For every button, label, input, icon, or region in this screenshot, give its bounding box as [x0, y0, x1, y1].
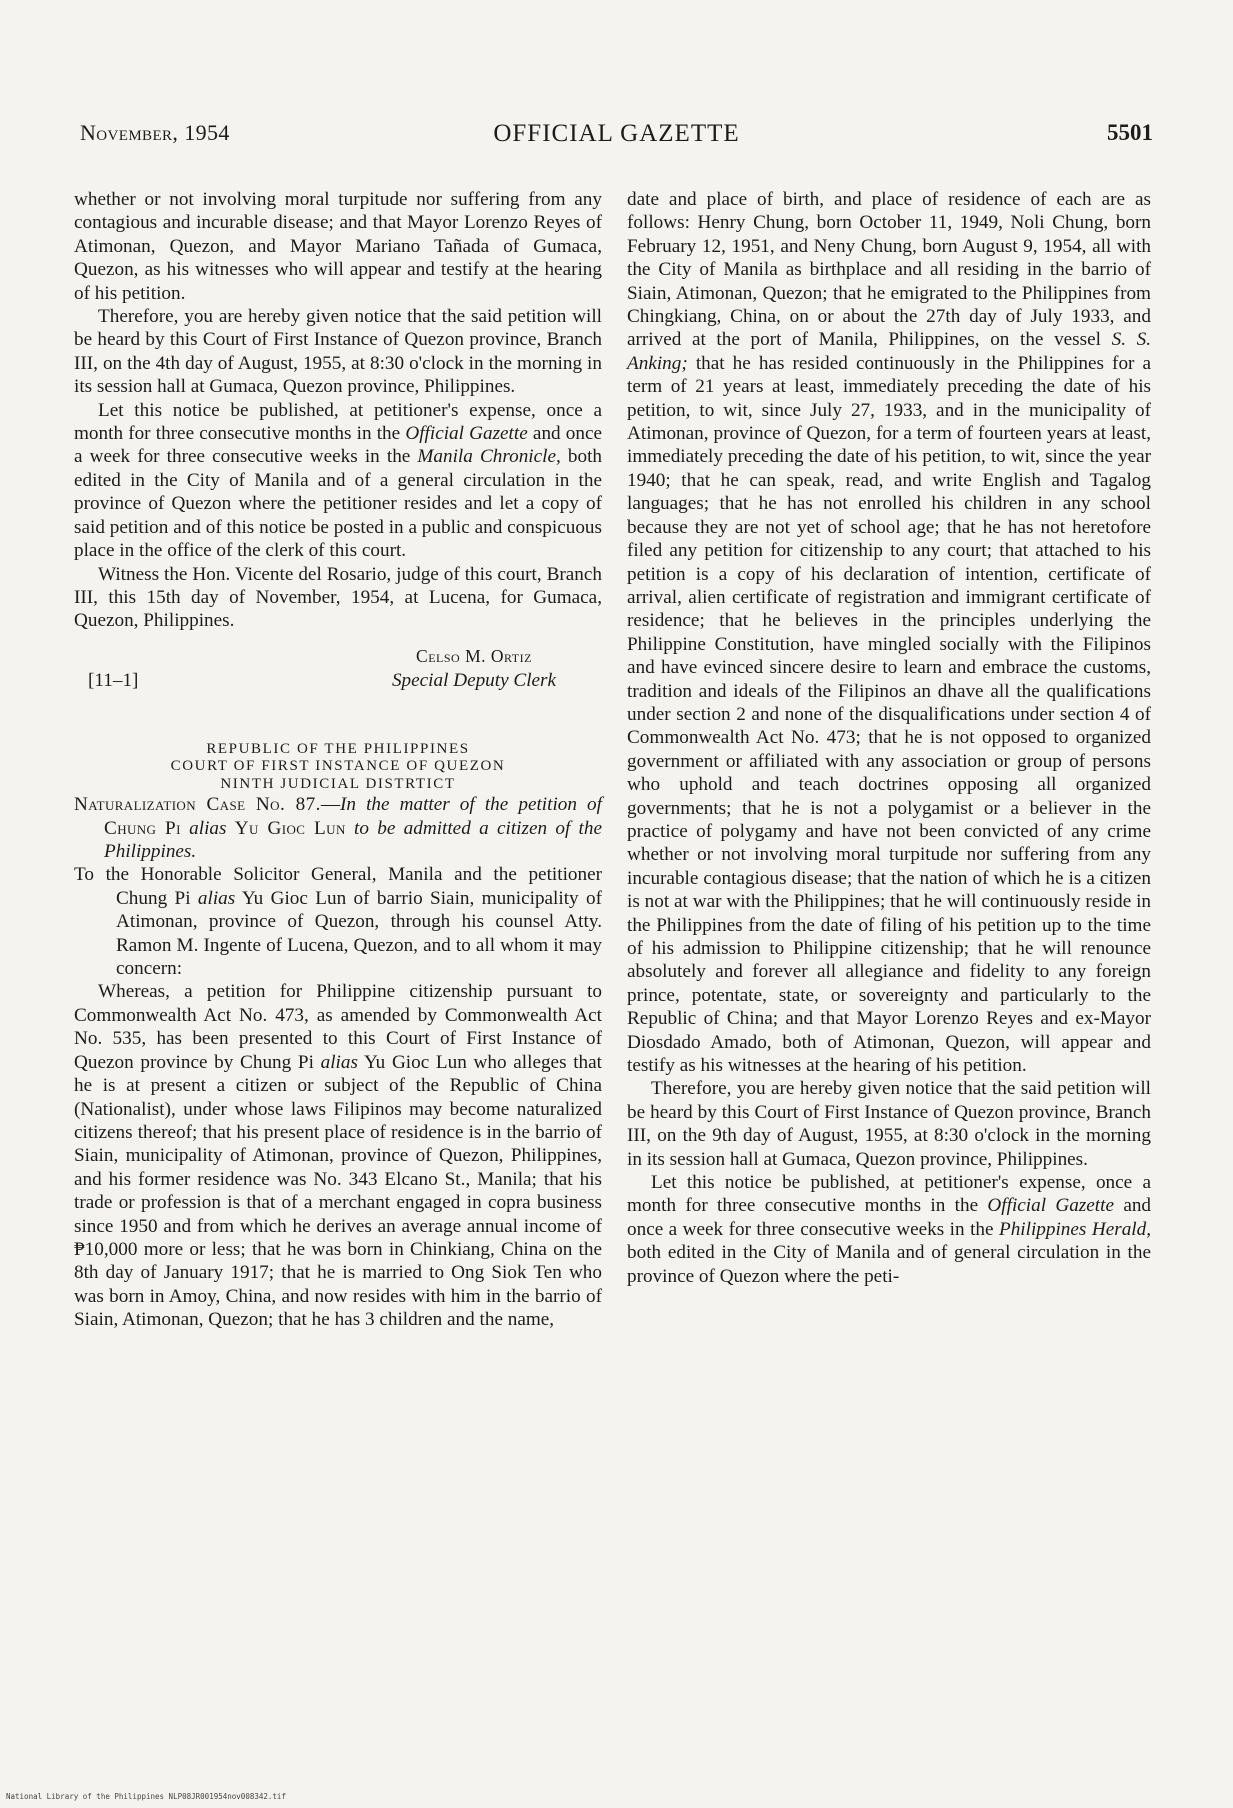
whereas-paragraph: [74, 980, 602, 1331]
petitioner-name: Chung Pi: [104, 817, 181, 839]
issue-date: November, 1954: [80, 120, 230, 145]
text: both edited in the City of Manila and of a general circulation in the province of Quezon where the petitioner resides and let a copy of said petition and of this notice be posted in a public and conspicuous place in the office of the clerk of this court.: [74, 446, 603, 562]
vessel-name: S. S. Anking;: [627, 329, 1152, 374]
dash: —: [320, 794, 341, 816]
signature-block: [74, 645, 602, 699]
newspaper-name: Manila Chronicle,: [417, 446, 561, 468]
text: date and place of birth, and place of residence of each are as follows: Henry Chung, born October 11, 1949, Noli Chung, born February 12, 1951, and Neny Chung, born August 9, 1954, all with the City of Manila as birthplace and all residing in the barrio of Siain, Atimonan, Quezon; that he emigrated to the Philippines from Chingkiang, China, on or about the 27th day of July 1933, and arrived at the port of Manila, Philippines, on the vessel: [627, 189, 1151, 351]
case-label: Naturalization Case No. 87.: [74, 794, 321, 816]
address-paragraph: [74, 863, 602, 980]
court-heading-line: REPUBLIC OF THE PHILIPPINES: [206, 740, 470, 757]
paragraph-hearing-notice: Therefore, you are hereby given notice that the said petition will be heard by this Court of First Instance of Quezon province, Branch III, on the 4th day of August, 1955, at 8:30 o'clock in the morning in its session hall at Gumaca, Quezon province, Philippines.: [74, 306, 602, 398]
case-title: [74, 793, 602, 863]
signatory-name: Celso M. Ortiz: [416, 645, 532, 666]
text: both edited in the City of Manila and of general circulation in the province of Quezon where the peti-: [627, 1242, 1151, 1287]
text: To the Honorable Solicitor General, Manila and the petitioner Chung Pi: [74, 864, 602, 909]
text: alias: [189, 817, 227, 839]
text: In the matter of the petition of: [340, 794, 602, 816]
paragraph-allegations: [627, 188, 1151, 1077]
text: Let this notice be published, at petitioner's expense, once a month for three consecutive months in the: [627, 1172, 1151, 1217]
text: Yu Gioc Lun who alleges that he is at present a citizen or subject of the Republic of China (Nationalist), under whose laws Filipinos may become naturalized citizens thereof; that his present place of residence is in the barrio of Siain, municipality of Atimonan, province of Quezon, Philippines, and his former residence was No. 343 Elcano St., Manila; that his trade or profession is that of a merchant engaged in copra business since 1950 and from which he derives an average annual income of ₱10,000 more or less; that he was born in Chinkiang, China on the 8th day of January 1917; that he is married to Ong Siok Ten who was born in Amoy, China, and now resides with him in the barrio of Siain, Atimonan, Quezon; that he has 3 children and the name,: [74, 1051, 602, 1331]
paragraph-publication: [74, 399, 602, 563]
text: alias: [320, 1051, 358, 1073]
paragraph-publication: [627, 1171, 1151, 1288]
publication-title: OFFICIAL GAZETTE: [493, 120, 740, 147]
paragraph-continued: whether or not involving moral turpitude nor suffering from any contagious and incurable disease; and that Mayor Lorenzo Reyes of Atimonan, Quezon, and Mayor Mariano Tañada of Gumaca, Quezon, as his witnesses who will appear and testify at the hearing of his petition.: [74, 189, 602, 304]
court-heading-line: NINTH JUDICIAL DISTRTICT: [220, 775, 456, 792]
text: to be admitted a citizen of the Philippines.: [104, 817, 603, 863]
court-heading-line: COURT OF FIRST INSTANCE OF QUEZON: [170, 758, 506, 775]
newspaper-name: Philippines Herald,: [998, 1218, 1152, 1240]
right-column: [627, 188, 1151, 1288]
paragraph-hearing-notice: Therefore, you are hereby given notice that the said petition will be heard by this Court of First Instance of Quezon province, Branch III, on the 9th day of August, 1955, at 8:30 o'clock in the morning in its session hall at Gumaca, Quezon province, Philippines.: [627, 1078, 1151, 1170]
text: Whereas, a petition for Philippine citizenship pursuant to Commonwealth Act No. 473, as amended by Commonwealth Act No. 535, has been presented to this Court of First Instance of Quezon province by Chung Pi: [74, 981, 602, 1073]
court-heading: [74, 741, 602, 794]
text: and once a week for three consecutive weeks in the: [627, 1195, 1152, 1240]
text: alias: [197, 887, 236, 909]
scan-footer: National Library of the Philippines NLP08JR001954nov008342.tif: [6, 1792, 286, 1801]
notice-reference: [11–1]: [88, 669, 139, 691]
signatory-title: Special Deputy Clerk: [391, 669, 557, 691]
text: Let this notice be published, at petitioner's expense, once a month for three consecutive months in the: [74, 399, 602, 445]
newspaper-name: Official Gazette: [405, 423, 528, 445]
text: Yu Gioc Lun of barrio Siain, municipality of Atimonan, province of Quezon, through his counsel Atty. Ramon M. Ingente of Lucena, Quezon, and to all whom it may concern:: [116, 887, 602, 980]
text: and once a week for three consecutive weeks in the: [74, 423, 603, 468]
page-header: [80, 120, 1153, 160]
paragraph-witness: Witness the Hon. Vicente del Rosario, judge of this court, Branch III, this 15th day of November, 1954, at Lucena, for Gumaca, Quezon, Philippines.: [74, 563, 602, 632]
newspaper-name: Official Gazette: [987, 1195, 1114, 1217]
text: that he has resided continuously in the Philippines for a term of 21 years at least, immediately preceding the date of his petition, to wit, since July 27, 1933, and in the municipality of Atimonan, province of Quezon, for a term of fourteen years at least, immediately preceding the date of his petition, to wit, since the year 1940; that he can speak, read, and write English and Tagalog languages; that he has not enrolled his children in any school because they are not yet of school age; that he has not heretofore filed any petition for citizenship to any court; that attached to his petition is a copy of his declaration of intention, certificate of arrival, alien certificate of registration and immigrant certificate of residence; that he believes in the principles underlying the Philippine Constitution, have mingled socially with the Filipinos and have evinced sincere desire to learn and embrace the customs, tradition and ideals of the Filipinos an dhave all the qualifications under section 2 and none of the disqualifications under section 4 of Commonwealth Act No. 473; that he is not opposed to organized government or affiliated with any association or group of persons who uphold and teach doctrines opposing all organized governments; that he is not a polygamist or a believer in the practice of polygamy and have not been convicted of any crime whether or not involving moral turpitude nor suffering from any incurable contagious disease; that the nation of which he is a citizen is not at war with the Philippines; that he will continuously reside in the Philippines from the date of filing of his petition up to the time of his admission to Philippine citizenship; that he will renounce absolutely and forever all allegiance and fidelity to any foreign prince, potentate, state, or sovereignty and particularly to the Republic of China; and that Mayor Lorenzo Reyes and ex-Mayor Diosdado Amado, both of Atimonan, Quezon, will appear and testify as his witnesses at the hearing of his petition.: [627, 352, 1152, 1077]
petitioner-alias: Yu Gioc Lun: [234, 817, 346, 839]
page-number: 5501: [1107, 120, 1153, 145]
left-column: [74, 188, 602, 1332]
